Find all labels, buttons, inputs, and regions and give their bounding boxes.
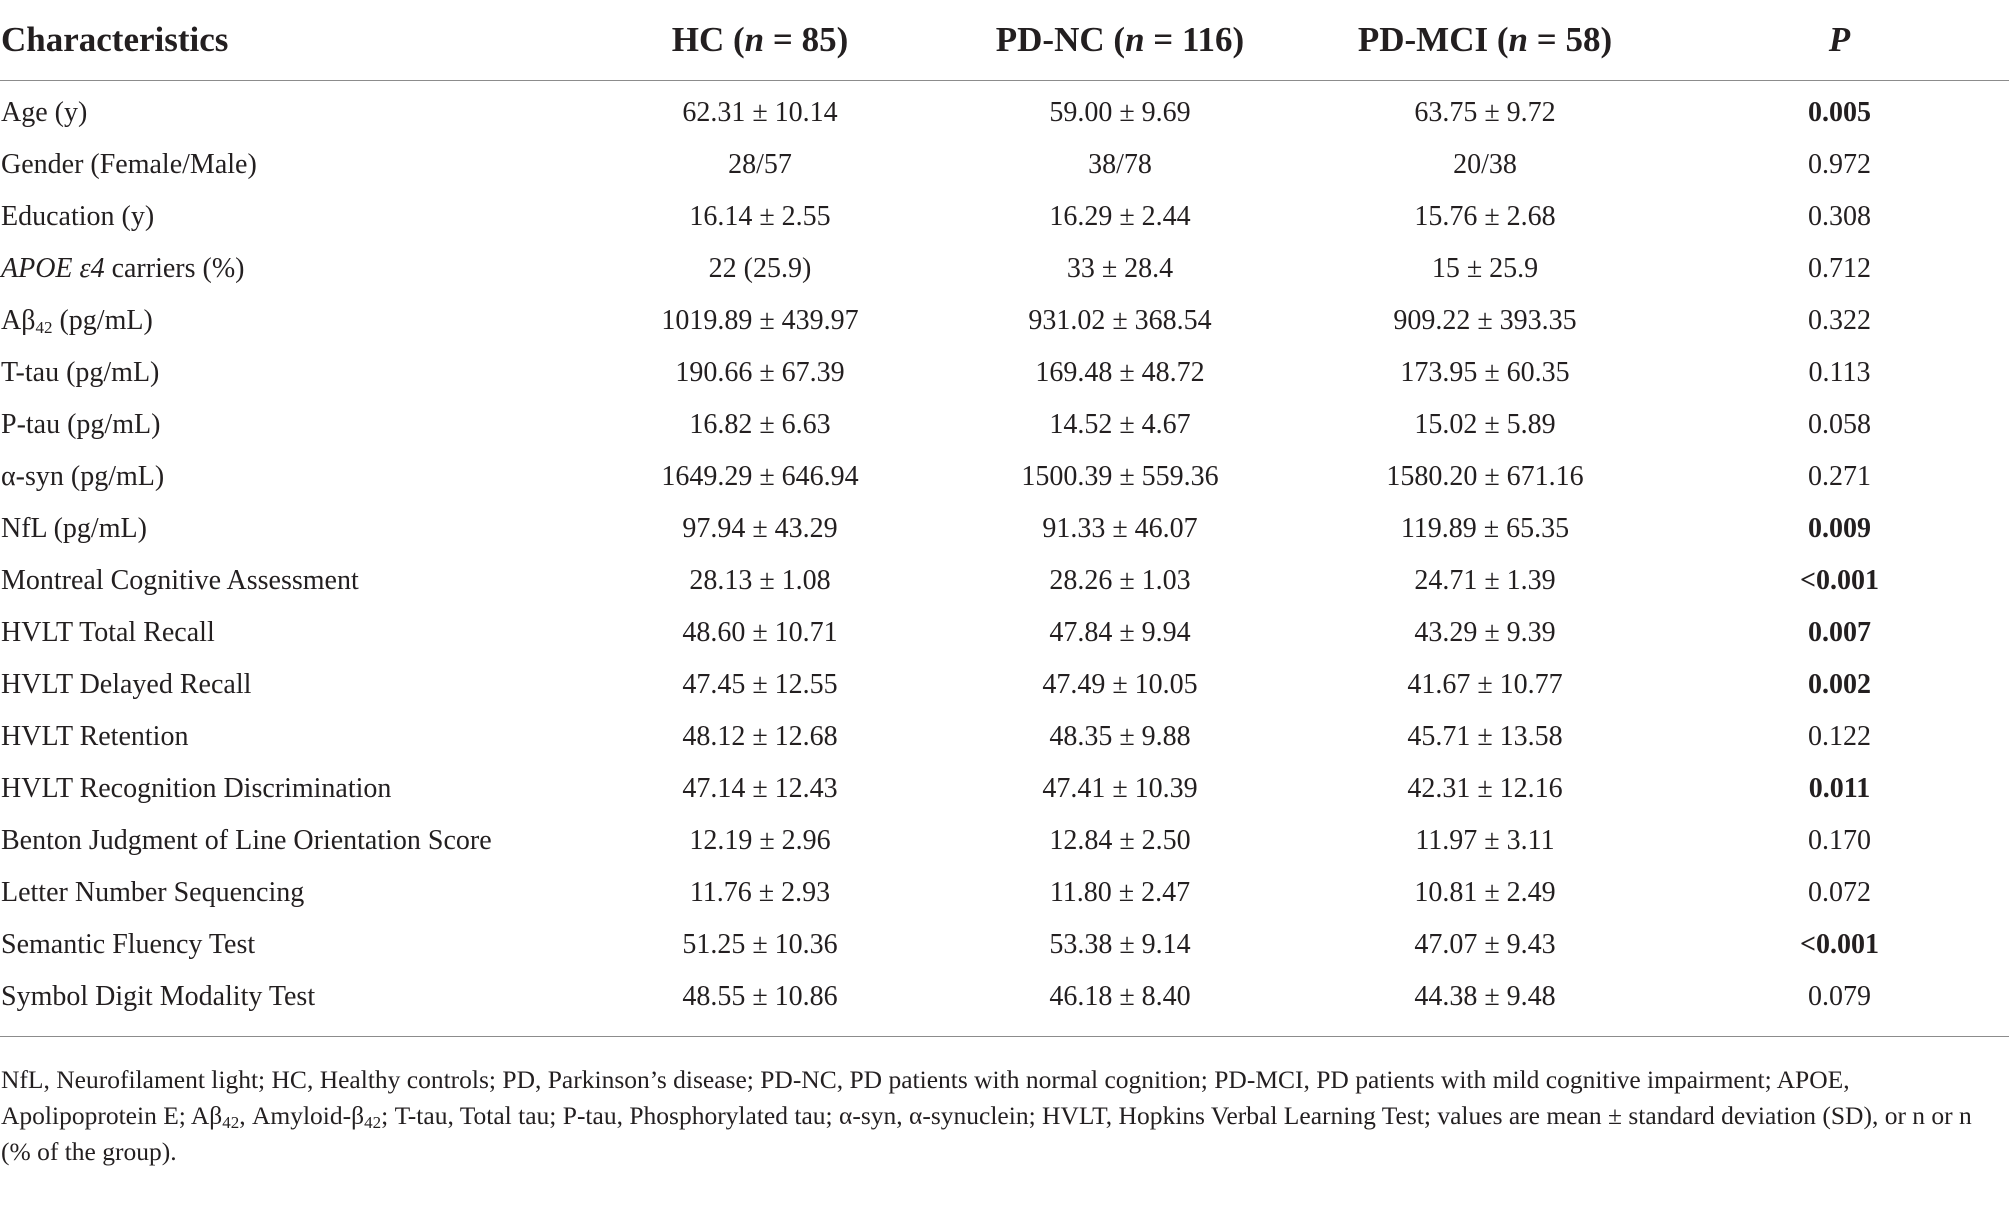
cell-pd-mci: 909.22 ± 393.35 <box>1393 305 1577 336</box>
cell-pd-mci: 20/38 <box>1453 149 1517 180</box>
cell-hc: 190.66 ± 67.39 <box>675 357 845 388</box>
table-row <box>0 919 2009 971</box>
cell-p-value: 0.712 <box>1808 253 1871 284</box>
cell-pd-nc: 931.02 ± 368.54 <box>1028 305 1212 336</box>
cell-hc: 48.12 ± 12.68 <box>682 721 838 752</box>
cell-p-value: <0.001 <box>1800 929 1879 960</box>
row-label <box>0 295 580 347</box>
table-row <box>0 81 2009 140</box>
table-row <box>0 191 2009 243</box>
cell-pd-mci: 63.75 ± 9.72 <box>1414 97 1556 128</box>
header-characteristics: Characteristics <box>0 0 580 81</box>
table-header-row <box>0 0 2009 81</box>
cell-pd-mci: 47.07 ± 9.43 <box>1414 929 1556 960</box>
row-label: Semantic Fluency Test <box>1 929 256 960</box>
row-label: HVLT Retention <box>1 721 189 752</box>
cell-pd-nc: 169.48 ± 48.72 <box>1035 357 1205 388</box>
cell-pd-nc: 59.00 ± 9.69 <box>1049 97 1191 128</box>
row-label: HVLT Delayed Recall <box>1 669 252 700</box>
row-label: α-syn (pg/mL) <box>1 461 165 492</box>
cell-pd-mci: 1580.20 ± 671.16 <box>1386 461 1584 492</box>
table-row <box>0 763 2009 815</box>
row-label-main: Aβ <box>1 305 36 336</box>
table-row <box>0 347 2009 399</box>
cell-pd-mci: 42.31 ± 12.16 <box>1407 773 1563 804</box>
row-label: Benton Judgment of Line Orientation Score <box>1 825 492 856</box>
table-row <box>0 867 2009 919</box>
cell-p-value: 0.007 <box>1808 617 1871 648</box>
table-row <box>0 399 2009 451</box>
table-body <box>0 81 2009 1024</box>
cell-hc: 47.45 ± 12.55 <box>682 669 838 700</box>
cell-hc: 1019.89 ± 439.97 <box>661 305 859 336</box>
cell-hc: 11.76 ± 2.93 <box>689 877 831 908</box>
cell-hc: 16.14 ± 2.55 <box>689 201 831 232</box>
row-label: Montreal Cognitive Assessment <box>1 565 359 596</box>
cell-p-value: 0.271 <box>1808 461 1871 492</box>
cell-hc: 97.94 ± 43.29 <box>682 513 838 544</box>
cell-hc: 51.25 ± 10.36 <box>682 929 838 960</box>
cell-pd-nc: 47.84 ± 9.94 <box>1049 617 1191 648</box>
cell-hc: 22 (25.9) <box>708 253 812 284</box>
cell-pd-mci: 45.71 ± 13.58 <box>1407 721 1563 752</box>
cell-pd-nc: 91.33 ± 46.07 <box>1042 513 1198 544</box>
cell-p-value: 0.322 <box>1808 305 1871 336</box>
table-row <box>0 451 2009 503</box>
row-label-rest: carriers (%) <box>104 253 245 284</box>
cell-pd-mci: 41.67 ± 10.77 <box>1407 669 1563 700</box>
header-hc: HC (n = 85) <box>580 0 940 81</box>
row-label: P-tau (pg/mL) <box>1 409 161 440</box>
header-pd-mci: PD-MCI (n = 58) <box>1300 0 1670 81</box>
row-label: T-tau (pg/mL) <box>1 357 160 388</box>
cell-hc: 48.55 ± 10.86 <box>682 981 838 1012</box>
row-label: NfL (pg/mL) <box>1 513 147 544</box>
row-label-subscript: 42 <box>35 318 53 337</box>
cell-pd-mci: 24.71 ± 1.39 <box>1414 565 1556 596</box>
cell-p-value: 0.002 <box>1808 669 1871 700</box>
cell-pd-nc: 12.84 ± 2.50 <box>1049 825 1191 856</box>
cell-p-value: 0.308 <box>1808 201 1871 232</box>
cell-hc: 28/57 <box>728 149 792 180</box>
cell-p-value: 0.972 <box>1808 149 1871 180</box>
table-row <box>0 243 2009 295</box>
cell-p-value: 0.122 <box>1808 721 1871 752</box>
cell-hc: 47.14 ± 12.43 <box>682 773 838 804</box>
cell-hc: 48.60 ± 10.71 <box>682 617 838 648</box>
row-label: HVLT Total Recall <box>1 617 215 648</box>
cell-pd-nc: 28.26 ± 1.03 <box>1049 565 1191 596</box>
table-row <box>0 139 2009 191</box>
row-label: Symbol Digit Modality Test <box>1 981 316 1012</box>
row-label-italic: APOE ε4 <box>1 253 105 284</box>
cell-pd-mci: 44.38 ± 9.48 <box>1414 981 1556 1012</box>
cell-p-value: 0.058 <box>1808 409 1871 440</box>
cell-pd-nc: 47.49 ± 10.05 <box>1042 669 1198 700</box>
cell-p-value: 0.005 <box>1808 97 1871 128</box>
table-row <box>0 295 2009 347</box>
table-row <box>0 607 2009 659</box>
cell-pd-nc: 11.80 ± 2.47 <box>1049 877 1191 908</box>
cell-p-value: 0.009 <box>1808 513 1871 544</box>
table-bottom-rule <box>0 1036 2009 1037</box>
cell-p-value: 0.170 <box>1808 825 1871 856</box>
cell-hc: 1649.29 ± 646.94 <box>661 461 859 492</box>
cell-hc: 16.82 ± 6.63 <box>689 409 831 440</box>
cell-pd-mci: 173.95 ± 60.35 <box>1400 357 1570 388</box>
cell-pd-nc: 47.41 ± 10.39 <box>1042 773 1198 804</box>
row-label-rest: (pg/mL) <box>52 305 153 336</box>
table-row <box>0 711 2009 763</box>
cell-p-value: <0.001 <box>1800 565 1879 596</box>
row-label: Age (y) <box>1 97 88 128</box>
cell-pd-nc: 1500.39 ± 559.36 <box>1021 461 1219 492</box>
cell-p-value: 0.072 <box>1808 877 1871 908</box>
cell-hc: 28.13 ± 1.08 <box>689 565 831 596</box>
table-row <box>0 659 2009 711</box>
cell-p-value: 0.079 <box>1808 981 1871 1012</box>
table-row <box>0 503 2009 555</box>
cell-pd-nc: 46.18 ± 8.40 <box>1049 981 1191 1012</box>
cell-pd-nc: 38/78 <box>1088 149 1152 180</box>
table-row <box>0 971 2009 1023</box>
table-row <box>0 555 2009 607</box>
table-row <box>0 815 2009 867</box>
cell-hc: 62.31 ± 10.14 <box>682 97 838 128</box>
row-label: Education (y) <box>1 201 155 232</box>
table-footnote: NfL, Neurofilament light; HC, Healthy controls; PD, Parkinson’s disease; PD-NC, PD patients with normal cognition; PD-MCI, PD patients with mild cognitive impairment; APOE, Apolipoprotein E; $A\beta_{42}$, Amyloid-$\beta_{42}$; T-tau, Total tau; P-tau, Phosphorylated tau; α-syn, α-synuclein; HVLT, Hopkins Verbal Learning Test; values are mean ± standard deviation (SD), or n or n (% of the group). <box>1 1065 1972 1166</box>
cell-pd-nc: 53.38 ± 9.14 <box>1049 929 1191 960</box>
cell-p-value: 0.011 <box>1808 773 1871 804</box>
cell-pd-nc: 16.29 ± 2.44 <box>1049 201 1191 232</box>
row-label: Letter Number Sequencing <box>1 877 305 908</box>
cell-pd-nc: 14.52 ± 4.67 <box>1049 409 1191 440</box>
header-p-value: P <box>1670 0 2009 81</box>
cell-pd-nc: 33 ± 28.4 <box>1066 253 1174 284</box>
cell-pd-mci: 11.97 ± 3.11 <box>1415 825 1555 856</box>
cell-pd-mci: 10.81 ± 2.49 <box>1414 877 1556 908</box>
cell-pd-mci: 15 ± 25.9 <box>1431 253 1539 284</box>
cell-pd-mci: 119.89 ± 65.35 <box>1400 513 1570 544</box>
row-label: HVLT Recognition Discrimination <box>1 773 392 804</box>
cell-pd-mci: 15.02 ± 5.89 <box>1414 409 1556 440</box>
cell-p-value: 0.113 <box>1808 357 1871 388</box>
cell-pd-mci: 15.76 ± 2.68 <box>1414 201 1556 232</box>
cell-hc: 12.19 ± 2.96 <box>689 825 831 856</box>
row-label: Gender (Female/Male) <box>1 149 257 180</box>
cell-pd-mci: 43.29 ± 9.39 <box>1414 617 1556 648</box>
cell-pd-nc: 48.35 ± 9.88 <box>1049 721 1191 752</box>
header-pd-nc: PD-NC (n = 116) <box>940 0 1300 81</box>
row-label <box>0 243 580 295</box>
